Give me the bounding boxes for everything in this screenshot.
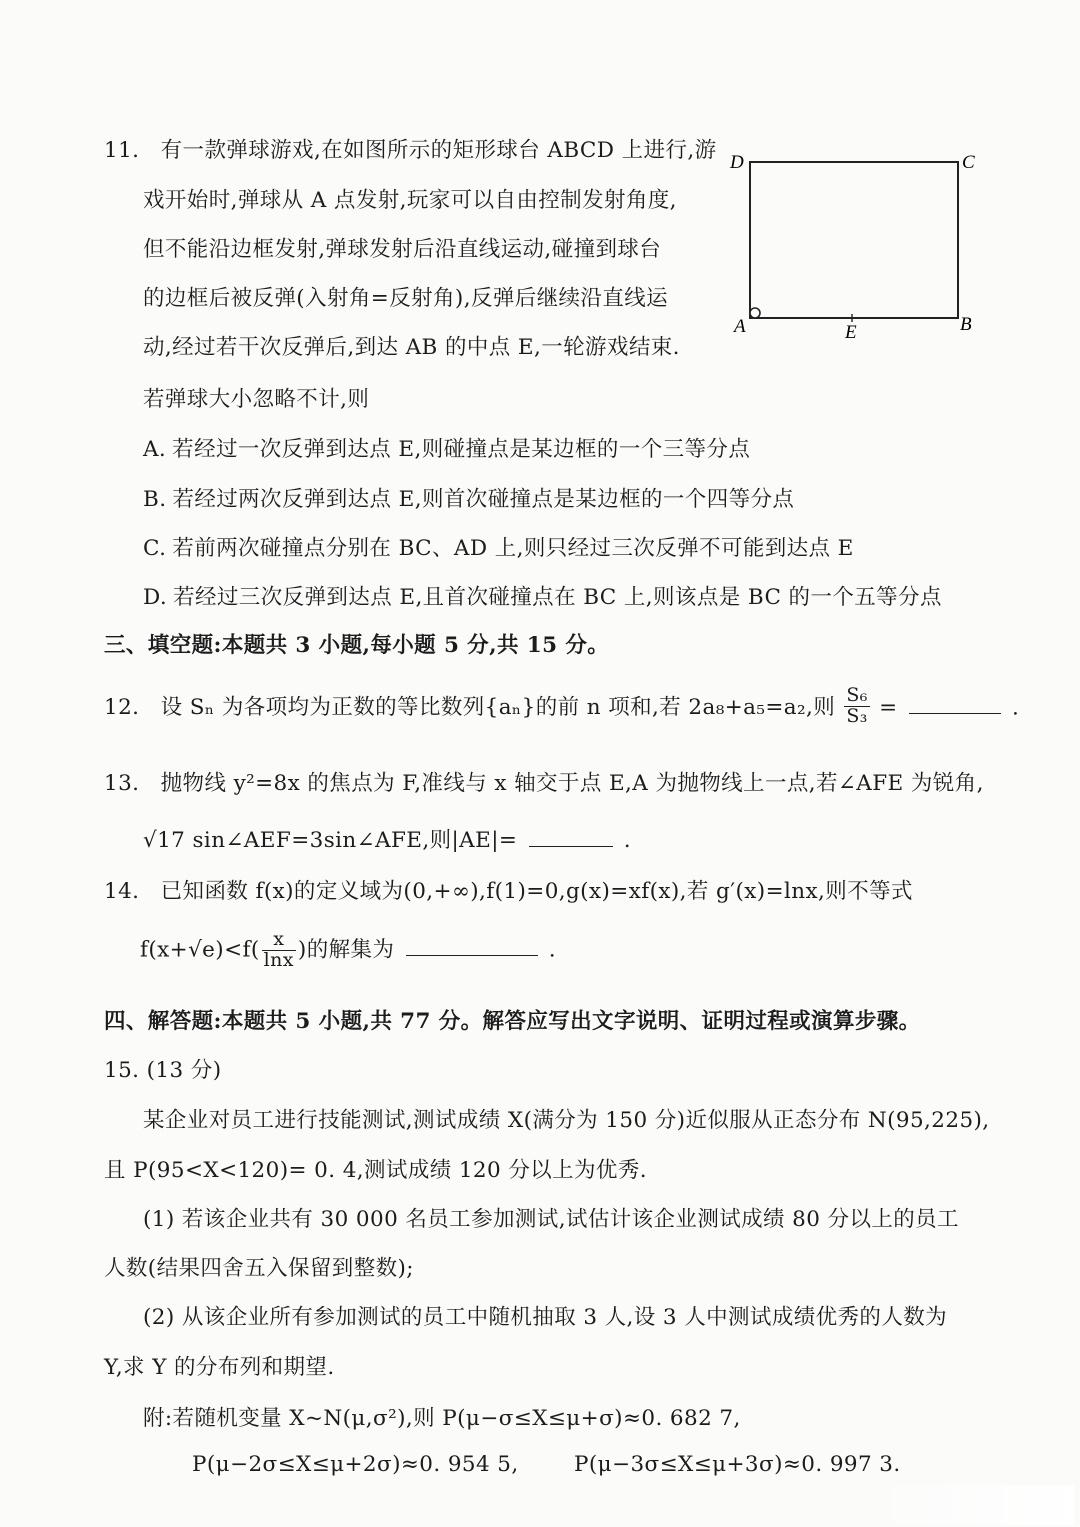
corner-fade-overlay xyxy=(864,1485,1074,1525)
label-e: E xyxy=(845,322,857,343)
q11-number: 11. xyxy=(104,138,140,163)
q11-option-a xyxy=(143,432,750,463)
label-c: C xyxy=(962,152,975,173)
q13-text-2: √17 sin∠AEF=3sin∠AFE,则|AE|= xyxy=(143,828,518,853)
option-a-text: 若经过一次反弹到达点 E,则碰撞点是某边框的一个三等分点 xyxy=(172,437,751,462)
q13-number: 13. xyxy=(104,771,140,796)
q15-subquestion-2-line-1: (2) 从该企业所有参加测试的员工中随机抽取 3 人,设 3 人中测试成绩优秀的人数为 xyxy=(143,1305,948,1330)
q11-text-1: 有一款弹球游戏,在如图所示的矩形球台 ABCD 上进行,游 xyxy=(160,138,717,163)
option-b-text: 若经过两次反弹到达点 E,则首次碰撞点是某边框的一个四等分点 xyxy=(172,487,795,512)
section-4-heading: 四、解答题:本题共 5 小题,共 77 分。解答应写出文字说明、证明过程或演算步骤。 xyxy=(104,1009,921,1034)
q11-line-3: 但不能沿边框发射,弹球发射后沿直线运动,碰撞到球台 xyxy=(143,237,662,262)
q13-end: . xyxy=(623,828,631,853)
label-d: D xyxy=(730,152,744,173)
q11-line-6: 若弹球大小忽略不计,则 xyxy=(143,387,370,412)
q15-header: 15. (13 分) xyxy=(104,1058,222,1083)
q15-appendix-line-1: 附:若随机变量 X~N(μ,σ²),则 P(μ−σ≤X≤μ+σ)≈0. 682 7, xyxy=(143,1406,741,1431)
q11-option-d xyxy=(143,580,942,611)
q15-subquestion-1-line-1: (1) 若该企业共有 30 000 名员工参加测试,试估计该企业测试成绩 80 分以上的员工 xyxy=(143,1207,959,1232)
q11-line-2: 戏开始时,弹球从 A 点发射,玩家可以自由控制发射角度, xyxy=(143,188,677,213)
q13-text-1: 抛物线 y²=8x 的焦点为 F,准线与 x 轴交于点 E,A 为抛物线上一点,若∠AFE 为锐角, xyxy=(160,771,984,796)
q15-subquestion-2-line-2: Y,求 Y 的分布列和期望. xyxy=(104,1355,335,1380)
q12-line xyxy=(104,684,1020,729)
option-d-letter: D. xyxy=(143,585,168,610)
q11-option-c xyxy=(143,531,854,562)
option-b-letter: B. xyxy=(143,487,167,512)
q12-fraction xyxy=(844,686,869,727)
q14-text-2b: )的解集为 xyxy=(297,937,395,963)
q14-line-2 xyxy=(140,930,556,971)
q14-text-1: 已知函数 f(x)的定义域为(0,+∞),f(1)=0,g(x)=xf(x),若 g′(x)=lnx,则不等式 xyxy=(160,879,913,904)
q12-answer-blank[interactable] xyxy=(909,712,1001,714)
q12-frac-den: S₃ xyxy=(846,704,868,727)
label-a: A xyxy=(734,316,746,337)
q13-line-2 xyxy=(143,823,631,854)
q14-frac-num: x xyxy=(262,930,296,951)
q15-appendix-line-2a: P(μ−2σ≤X≤μ+2σ)≈0. 954 5, xyxy=(192,1452,519,1477)
option-d-text: 若经过三次反弹到达点 E,且首次碰撞点在 BC 上,则该点是 BC 的一个五等分点 xyxy=(173,585,942,610)
q14-end: . xyxy=(548,937,556,963)
q12-end: . xyxy=(1011,695,1020,721)
q11-line-4: 的边框后被反弹(入射角=反射角),反弹后继续沿直线运 xyxy=(143,286,669,311)
q13-line-1 xyxy=(104,766,984,797)
q14-line-1 xyxy=(104,874,913,905)
q14-fraction xyxy=(262,930,296,971)
q12-frac-num: S₆ xyxy=(846,684,868,706)
option-c-letter: C. xyxy=(143,536,167,561)
option-a-letter: A. xyxy=(143,437,167,462)
label-b: B xyxy=(960,314,972,335)
q12-number: 12. xyxy=(104,695,140,721)
q15-paragraph-2: 且 P(95<X<120)= 0. 4,测试成绩 120 分以上为优秀. xyxy=(104,1158,647,1183)
q14-answer-blank[interactable] xyxy=(406,954,538,956)
billiard-table-figure xyxy=(728,148,988,348)
rectangle-abcd xyxy=(750,162,958,318)
q13-answer-blank[interactable] xyxy=(529,845,613,847)
q11-line-1 xyxy=(104,133,717,164)
q12-equals: = xyxy=(879,695,898,721)
ball-at-a xyxy=(750,308,760,318)
q12-text: 设 Sₙ 为各项均为正数的等比数列{aₙ}的前 n 项和,若 2a₈+a₅=a₂,则 xyxy=(160,695,836,721)
q14-number: 14. xyxy=(104,879,140,904)
q14-frac-den: lnx xyxy=(263,948,294,971)
q15-paragraph-1: 某企业对员工进行技能测试,测试成绩 X(满分为 150 分)近似服从正态分布 N(95,225), xyxy=(143,1108,990,1133)
q15-subquestion-1-line-2: 人数(结果四舍五入保留到整数); xyxy=(104,1256,414,1281)
q11-option-b xyxy=(143,482,794,513)
option-c-text: 若前两次碰撞点分别在 BC、AD 上,则只经过三次反弹不可能到达点 E xyxy=(172,536,854,561)
q11-line-5: 动,经过若干次反弹后,到达 AB 的中点 E,一轮游戏结束. xyxy=(143,335,680,360)
q15-appendix-line-2b: P(μ−3σ≤X≤μ+3σ)≈0. 997 3. xyxy=(574,1452,901,1477)
q14-text-2a: f(x+√e)<f( xyxy=(140,937,260,963)
section-3-heading: 三、填空题:本题共 3 小题,每小题 5 分,共 15 分。 xyxy=(104,633,610,658)
